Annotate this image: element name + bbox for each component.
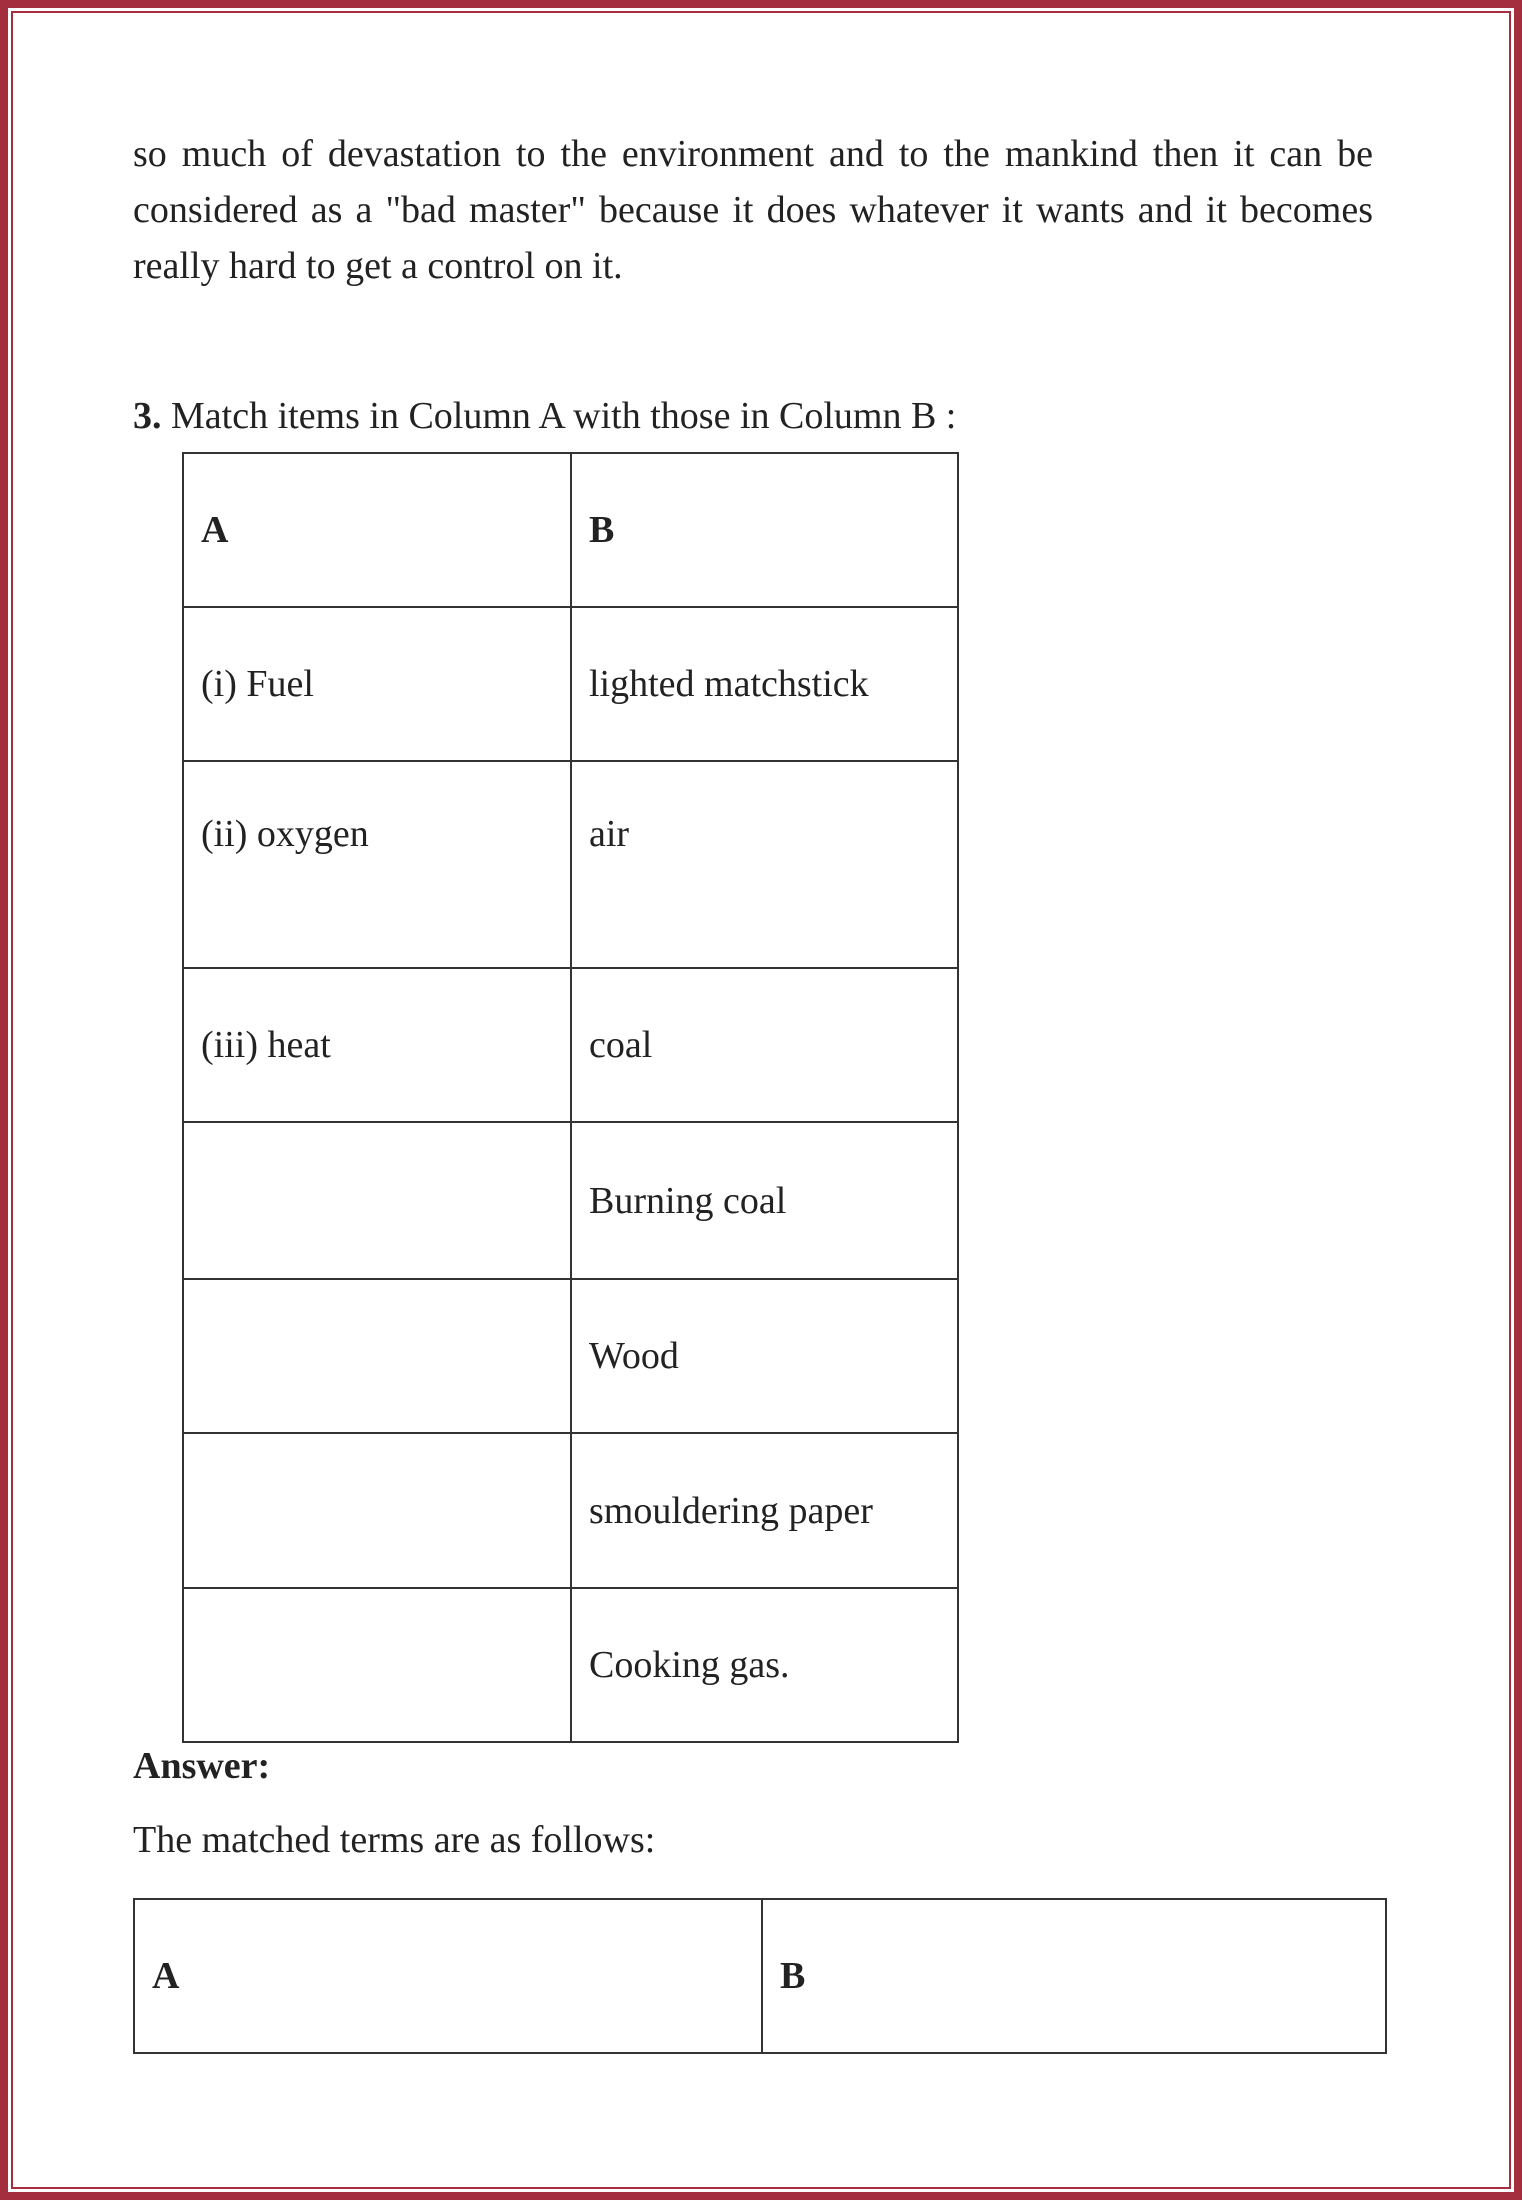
table-row [183, 968, 958, 1122]
question-3 [133, 394, 956, 438]
body-paragraph: so much of devastation to the environment and to the mankind then it can be considered as a "bad master" because it does whatever it wants and it becomes really hard to get a control on it. [133, 133, 1373, 287]
table-row [183, 761, 958, 968]
cell-a [183, 1279, 571, 1433]
cell-b: Burning coal [571, 1122, 958, 1279]
cell-a: (i) Fuel [183, 607, 571, 761]
question-number: 3. [133, 395, 162, 437]
match-table [182, 452, 959, 1743]
cell-b: air [571, 761, 958, 968]
cell-b: Wood [571, 1279, 958, 1433]
question-text: Match items in Column A with those in Column B : [171, 395, 957, 437]
cell-b: lighted matchstick [571, 607, 958, 761]
header-a: A [134, 1899, 762, 2053]
table-row [183, 1588, 958, 1742]
header-a: A [183, 453, 571, 607]
cell-b: smouldering paper [571, 1433, 958, 1588]
cell-a: (iii) heat [183, 968, 571, 1122]
cell-a: (ii) oxygen [183, 761, 571, 968]
cell-b: coal [571, 968, 958, 1122]
table-row [183, 607, 958, 761]
cell-a [183, 1122, 571, 1279]
answer-label: Answer: [133, 1745, 271, 1787]
cell-a [183, 1588, 571, 1742]
header-b: B [571, 453, 958, 607]
table-row [183, 1122, 958, 1279]
table-header-row [134, 1899, 1386, 2053]
answer-intro: The matched terms are as follows: [133, 1819, 656, 1861]
table-row [183, 1279, 958, 1433]
table-header-row [183, 453, 958, 607]
answer-table [133, 1898, 1387, 2054]
header-b: B [762, 1899, 1386, 2053]
table-row [183, 1433, 958, 1588]
cell-b: Cooking gas. [571, 1588, 958, 1742]
cell-a [183, 1433, 571, 1588]
